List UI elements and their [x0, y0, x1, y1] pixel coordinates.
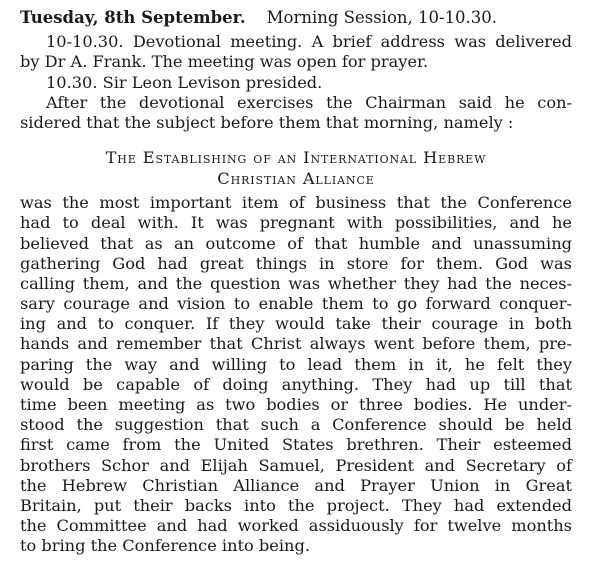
body-line: hands and remember that Christ always went before them, pre-	[20, 334, 572, 354]
body-line: was the most important item of business that the Conference	[20, 193, 572, 213]
body-line: brothers Schor and Elijah Samuel, President and Secretary of	[20, 455, 572, 475]
body-line: to bring the Conference into being.	[20, 536, 310, 556]
body-line: ing and to conquer. If they would take their courage in both	[20, 314, 572, 334]
section-title-line-2: Christian Alliance	[217, 169, 375, 189]
body-line: believed that as an outcome of that humble and unassuming	[20, 233, 572, 253]
document-page	[20, 8, 572, 557]
section-title	[20, 147, 572, 189]
body-line: gathering God had great things in store for them. God was	[20, 253, 572, 273]
section-title-line-1: The Establishing of an International Hebrew	[105, 148, 487, 168]
chair-line-1: After the devotional exercises the Chairman said he con-	[46, 92, 572, 112]
body-line: had to deal with. It was pregnant with possibilities, and he	[20, 213, 572, 233]
body-paragraph	[20, 193, 572, 556]
body-line: calling them, and the question was whether they had the neces-	[20, 273, 572, 293]
body-line: Britain, put their backs into the project. They had extended	[20, 495, 572, 515]
body-line: time been meeting as two bodies or three bodies. He under-	[20, 395, 572, 414]
intro-line-1: 10-10.30. Devotional meeting. A brief address was delivered	[46, 32, 572, 52]
body-line: sary courage and vision to enable them to go forward conquer-	[20, 294, 572, 314]
session-date: Tuesday, 8th September.	[20, 8, 246, 27]
session-time: Morning Session, 10-10.30.	[266, 8, 498, 27]
body-line: paring the way and willing to lead them in it, he felt they	[20, 354, 572, 374]
body-line: would be capable of doing anything. They had up till that	[20, 374, 572, 394]
body-line: the Committee and had worked assiduously for twelve months	[20, 516, 572, 536]
body-line: stood the suggestion that such a Conference should be held	[20, 415, 572, 435]
intro-line-2: by Dr A. Frank. The meeting was open for prayer.	[20, 52, 429, 72]
presided-line: 10.30. Sir Leon Levison presided.	[46, 72, 323, 92]
body-line: the Hebrew Christian Alliance and Prayer Union in Great	[20, 475, 572, 495]
session-heading	[20, 8, 572, 28]
body-line: first came from the United States brethren. Their esteemed	[20, 435, 572, 455]
chair-line-2: sidered that the subject before them that morning, namely :	[20, 112, 514, 132]
